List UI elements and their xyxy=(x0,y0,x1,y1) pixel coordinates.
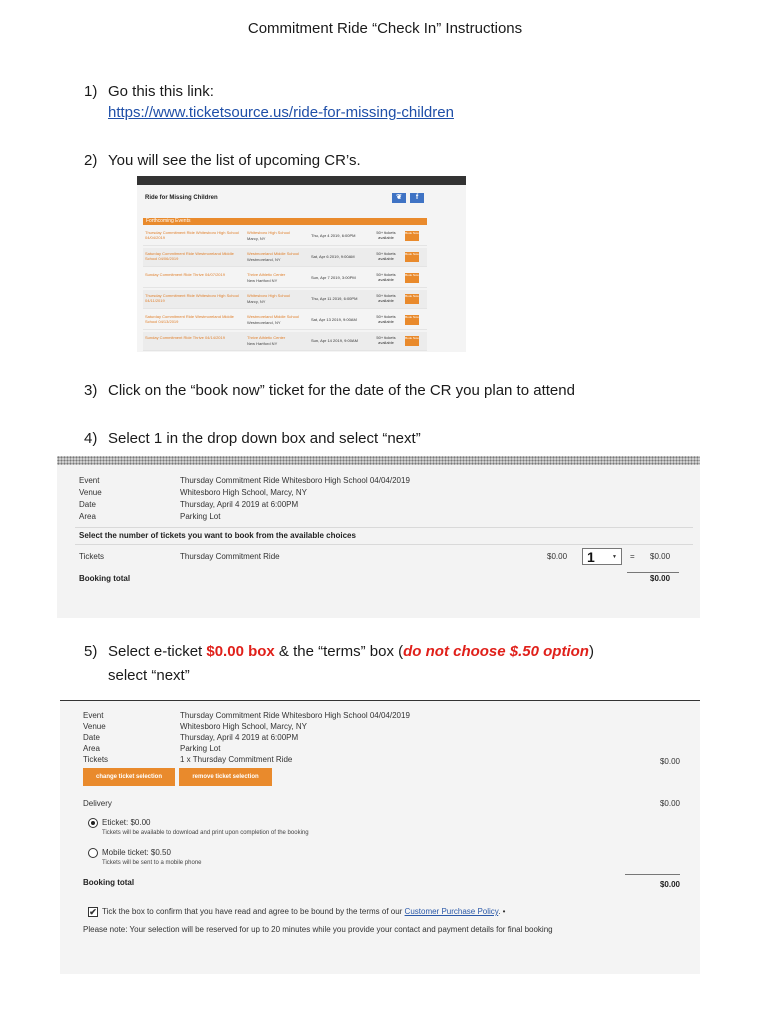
event-row xyxy=(143,269,427,288)
event-venue[interactable]: Thrive Athletic Center xyxy=(247,335,286,340)
booking-total-label: Booking total xyxy=(79,574,131,583)
reservation-note: Please note: Your selection will be reserved for up to 20 minutes while you provide your contact and payment details for final booking xyxy=(83,925,553,934)
event-location: Marcy, NY xyxy=(247,299,266,304)
book-now-button[interactable]: Book Now xyxy=(405,315,419,325)
booking-total-value: $0.00 xyxy=(659,880,680,889)
event-name[interactable]: Saturday Commitment Ride Westmoreland Middle School 04/13/2019 xyxy=(145,314,234,324)
date-value: Thursday, April 4 2019 at 6:00PM xyxy=(180,500,299,509)
event-location: New Hartford NY xyxy=(247,341,278,346)
step-text: ) xyxy=(588,643,594,660)
document-title: Commitment Ride “Check In” Instructions xyxy=(247,20,523,37)
chevron-down-icon: ▼ xyxy=(612,554,617,560)
terms-text-after: . • xyxy=(498,907,506,916)
mobile-ticket-note: Tickets will be sent to a mobile phone xyxy=(102,860,202,866)
terms-checkbox[interactable]: ✔ xyxy=(89,907,97,917)
event-row xyxy=(143,311,427,330)
venue-label: Venue xyxy=(83,722,106,731)
event-venue[interactable]: Westmoreland Middle School xyxy=(247,251,299,256)
event-date: Sat, Apr 13 2019, 9:00AM xyxy=(311,317,357,322)
event-availability: 50+ tickets available xyxy=(376,293,396,303)
equals-sign: = xyxy=(630,552,635,561)
step-5-line-2: select “next” xyxy=(108,667,190,684)
booking-total-label: Booking total xyxy=(83,878,135,887)
event-location: Westmoreland, NY xyxy=(247,320,281,325)
event-row xyxy=(143,248,427,267)
event-date: Thu, Apr 4 2019, 6:00PM xyxy=(311,233,356,238)
step-text: Select 1 in the drop down box and select “next” xyxy=(108,430,421,447)
tickets-value: 1 x Thursday Commitment Ride xyxy=(180,755,293,764)
event-date: Sun, Apr 14 2019, 9:00AM xyxy=(311,338,358,343)
step-text: & the “terms” box ( xyxy=(274,643,404,660)
event-name[interactable]: Sunday Commitment Ride Thrive 04/14/2019 xyxy=(145,335,225,340)
event-name[interactable]: Sunday Commitment Ride Thrive 04/07/2019 xyxy=(145,272,225,277)
step-number: 2) xyxy=(84,152,98,169)
total-divider xyxy=(627,572,679,573)
step-text: Go this this link: xyxy=(108,83,214,100)
event-location: Marcy, NY xyxy=(247,236,266,241)
event-name[interactable]: Thursday Commitment Ride Whitesboro High School 04/04/2019 xyxy=(145,230,239,240)
terms-text xyxy=(102,907,505,916)
event-date: Thu, Apr 11 2019, 6:00PM xyxy=(311,296,358,301)
event-availability: 50+ tickets available xyxy=(376,335,396,345)
step-2 xyxy=(84,152,361,169)
top-bar xyxy=(137,176,466,185)
quantity-value: 1 xyxy=(587,549,595,565)
warning-highlight: do not choose $.50 option xyxy=(403,643,589,660)
event-venue[interactable]: Westmoreland Middle School xyxy=(247,314,299,319)
venue-label: Venue xyxy=(79,488,102,497)
area-value: Parking Lot xyxy=(180,744,221,753)
eticket-radio[interactable] xyxy=(88,818,98,828)
tickets-price: $0.00 xyxy=(659,757,680,766)
event-date: Sun, Apr 7 2019, 3:00PM xyxy=(311,275,356,280)
event-row xyxy=(143,332,427,351)
organization-name: Ride for Missing Children xyxy=(145,195,218,201)
venue-value: Whitesboro High School, Marcy, NY xyxy=(180,488,308,497)
step-number: 3) xyxy=(84,382,98,399)
terms-text-before: Tick the box to confirm that you have read and agree to be bound by the terms of our xyxy=(102,907,405,916)
step-5 xyxy=(84,643,594,660)
customer-purchase-policy-link[interactable]: Customer Purchase Policy xyxy=(404,907,499,916)
quantity-select[interactable] xyxy=(582,548,622,565)
step-text: Click on the “book now” ticket for the date of the CR you plan to attend xyxy=(108,382,575,399)
twitter-icon[interactable]: ❦ xyxy=(392,193,406,203)
area-value: Parking Lot xyxy=(180,512,221,521)
mobile-ticket-radio[interactable] xyxy=(88,848,98,858)
event-label: Event xyxy=(79,476,100,485)
event-date: Sat, Apr 6 2019, 9:00AM xyxy=(311,254,355,259)
book-now-button[interactable]: Book Now xyxy=(405,336,419,346)
tickets-label: Tickets xyxy=(79,552,105,561)
eticket-label: Eticket: $0.00 xyxy=(102,818,151,827)
dotted-bar xyxy=(57,456,700,465)
area-label: Area xyxy=(79,512,96,521)
event-availability: 50+ tickets available xyxy=(376,272,396,282)
area-label: Area xyxy=(83,744,100,753)
facebook-icon[interactable]: f xyxy=(410,193,424,203)
mobile-ticket-label: Mobile ticket: $0.50 xyxy=(102,848,171,857)
booking-total-value: $0.00 xyxy=(650,574,671,583)
event-row xyxy=(143,290,427,309)
ticket-instruction: Select the number of tickets you want to book from the available choices xyxy=(79,531,356,540)
step-number: 4) xyxy=(84,430,98,447)
book-now-button[interactable]: Book Now xyxy=(405,294,419,304)
section-header: Forthcoming Events xyxy=(143,218,427,225)
event-availability: 50+ tickets available xyxy=(376,230,396,240)
book-now-button[interactable]: Book Now xyxy=(405,231,419,241)
top-rule xyxy=(60,700,700,701)
venue-value: Whitesboro High School, Marcy, NY xyxy=(180,722,308,731)
event-availability: 50+ tickets available xyxy=(376,314,396,324)
step-3 xyxy=(84,382,575,399)
event-venue[interactable]: Whitesboro High School xyxy=(247,230,290,235)
delivery-price: $0.00 xyxy=(659,799,680,808)
delivery-screenshot xyxy=(60,700,700,974)
divider xyxy=(75,527,693,528)
event-row xyxy=(143,227,427,246)
remove-ticket-selection-button[interactable]: remove ticket selection xyxy=(179,768,272,786)
ticketsource-link[interactable]: https://www.ticketsource.us/ride-for-missing-children xyxy=(108,104,454,121)
step-text: You will see the list of upcoming CR’s. xyxy=(108,152,361,169)
book-now-button[interactable]: Book Now xyxy=(405,273,419,283)
tickets-label: Tickets xyxy=(83,755,109,764)
step-4 xyxy=(84,430,421,447)
eticket-note: Tickets will be available to download and print upon completion of the booking xyxy=(102,830,309,836)
event-location: Westmoreland, NY xyxy=(247,257,281,262)
event-venue[interactable]: Thrive Athletic Center xyxy=(247,272,286,277)
event-name[interactable]: Saturday Commitment Ride Westmoreland Middle School 04/06/2019 xyxy=(145,251,234,261)
date-label: Date xyxy=(83,733,100,742)
event-name[interactable]: Thursday Commitment Ride Whitesboro High School 04/11/2019 xyxy=(145,293,239,303)
ticket-selection-screenshot xyxy=(57,456,700,618)
step-1 xyxy=(84,83,214,100)
step-number: 1) xyxy=(84,83,98,100)
step-text: Select e-ticket xyxy=(108,643,207,660)
ticket-name: Thursday Commitment Ride xyxy=(180,552,280,561)
change-ticket-selection-button[interactable]: change ticket selection xyxy=(83,768,175,786)
event-value: Thursday Commitment Ride Whitesboro High School 04/04/2019 xyxy=(180,711,410,720)
line-total: $0.00 xyxy=(650,552,671,561)
events-list-screenshot xyxy=(137,176,466,352)
eticket-highlight: $0.00 box xyxy=(206,643,275,660)
date-value: Thursday, April 4 2019 at 6:00PM xyxy=(180,733,299,742)
date-label: Date xyxy=(79,500,96,509)
ticket-price: $0.00 xyxy=(547,552,568,561)
event-venue[interactable]: Whitesboro High School xyxy=(247,293,290,298)
divider xyxy=(75,544,693,545)
step-number: 5) xyxy=(84,643,98,660)
total-divider xyxy=(625,874,680,875)
event-value: Thursday Commitment Ride Whitesboro High School 04/04/2019 xyxy=(180,476,410,485)
event-label: Event xyxy=(83,711,104,720)
event-availability: 50+ tickets available xyxy=(376,251,396,261)
book-now-button[interactable]: Book Now xyxy=(405,252,419,262)
event-location: New Hartford NY xyxy=(247,278,278,283)
delivery-label: Delivery xyxy=(83,799,112,808)
